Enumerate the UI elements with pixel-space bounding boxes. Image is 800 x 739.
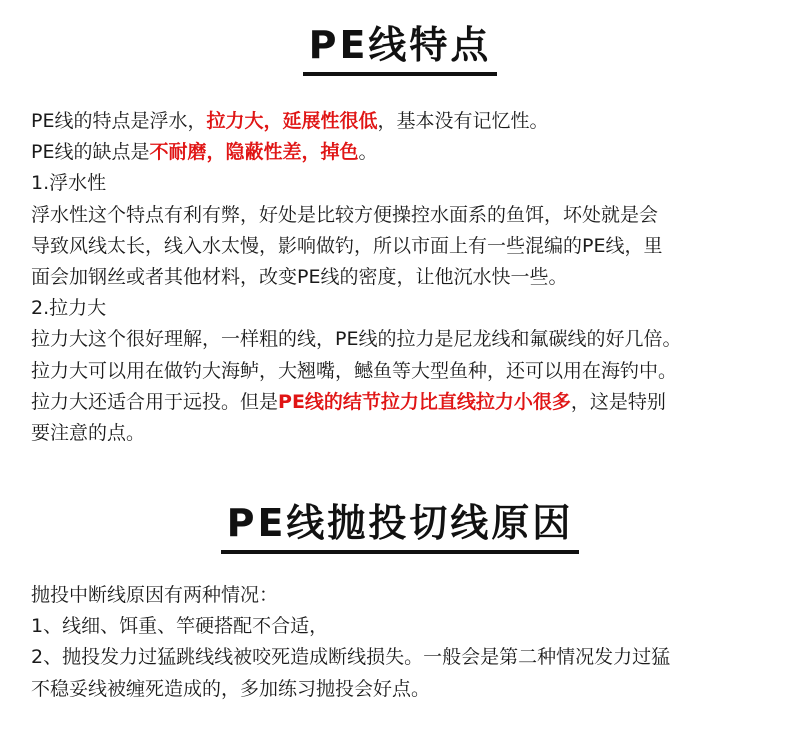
pe-features-text — [31, 106, 781, 449]
text-run: ，这是特别 — [570, 390, 666, 413]
text-line — [31, 387, 781, 418]
heading-text: PE线抛投切线原因 — [221, 500, 580, 554]
text-line: 面会加钢丝或者其他材料，改变PE线的密度，让他沉水快一些。 — [31, 266, 568, 289]
text-line: 不稳妥线被缠死造成的，多加练习抛投会好点。 — [31, 677, 431, 700]
subheading-strength: 2.拉力大 — [31, 297, 107, 320]
text-run: 拉力大还适合用于远投。但是 — [31, 390, 279, 413]
text-line: 要注意的点。 — [31, 422, 146, 445]
subheading-float: 1.浮水性 — [31, 172, 107, 195]
text-line: 拉力大可以用在做钓大海鲈，大翘嘴，鳡鱼等大型鱼种，还可以用在海钓中。 — [31, 359, 678, 382]
text-line — [31, 106, 781, 137]
section-title-pe-features — [0, 22, 800, 76]
text-run: ，基本没有记忆性。 — [377, 110, 549, 132]
text-run: 。 — [358, 141, 378, 164]
text-line: 拉力大这个很好理解，一样粗的线，PE线的拉力是尼龙线和氟碳线的好几倍。 — [31, 328, 682, 351]
text-line: 导致风线太长，线入水太慢，影响做钓，所以市面上有一些混编的PE线，里 — [31, 234, 663, 257]
text-run: PE线的缺点是 — [31, 141, 150, 164]
text-line — [31, 137, 781, 168]
heading-text: PE线特点 — [303, 22, 498, 76]
highlight-text: PE线的结节拉力比直线拉力小很多 — [278, 390, 571, 413]
highlight-text: 不耐磨，隐蔽性差，掉色 — [149, 141, 359, 164]
highlight-text: 拉力大，延展性很低 — [206, 110, 378, 132]
cast-break-text — [31, 580, 781, 705]
text-line: 1、线细、饵重、竿硬搭配不合适， — [31, 615, 329, 638]
text-line: 2、抛投发力过猛跳线线被咬死造成断线损失。一般会是第二种情况发力过猛 — [31, 646, 671, 669]
section-title-cast-break — [0, 500, 800, 554]
text-run: PE线的特点是浮水， — [31, 110, 207, 132]
text-line: 浮水性这个特点有利有弊，好处是比较方便操控水面系的鱼饵，坏处就是会 — [31, 203, 659, 226]
text-line: 抛投中断线原因有两种情况： — [31, 584, 279, 606]
